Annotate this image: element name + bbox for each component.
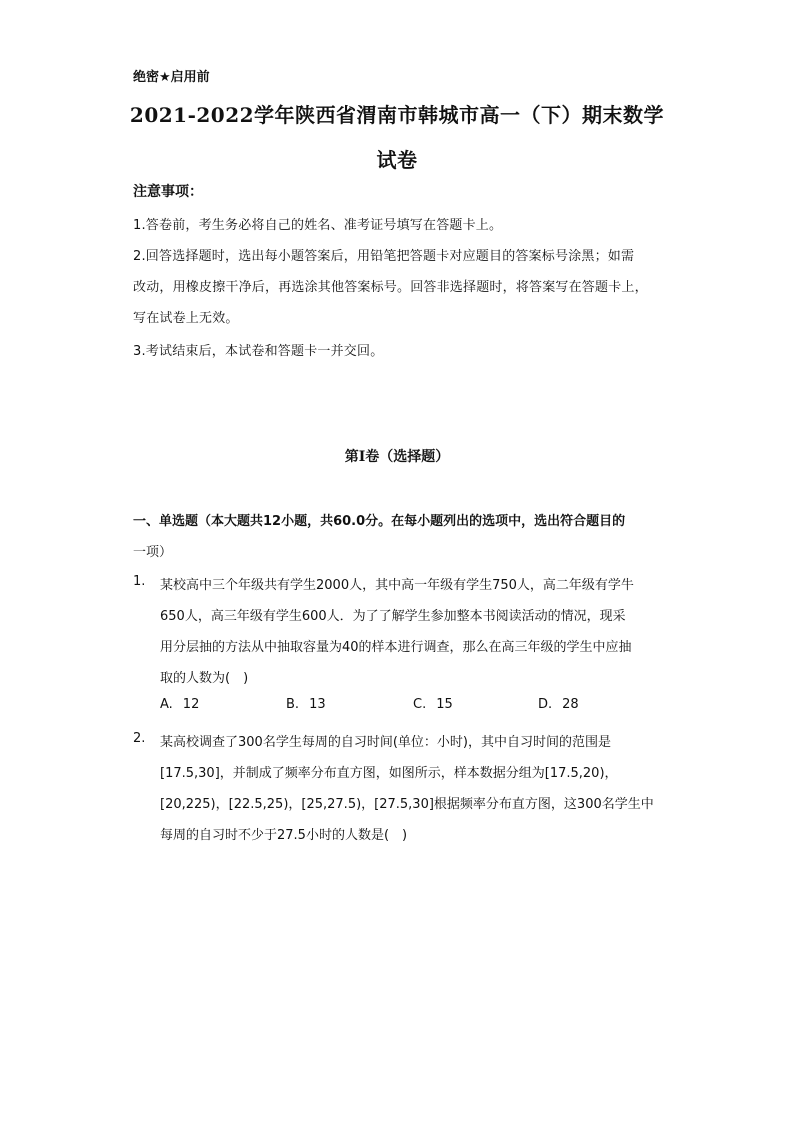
option-b	[286, 697, 326, 712]
option-value: 28	[562, 697, 579, 712]
question-text-line: 某高校调查了300名学生每周的自习时间(单位：小时)，其中自习时间的范围是	[160, 735, 611, 750]
option-value: 13	[309, 697, 326, 712]
section-heading-line-2: 一项）	[133, 545, 173, 560]
notice-line: 1.答卷前，考生务必将自己的姓名、准考证号填写在答题卡上。	[133, 218, 503, 233]
question-text-line: 取的人数为( )	[160, 671, 249, 686]
question-number: 1.	[133, 574, 146, 589]
question-text-line: 每周的自习时不少于27.5小时的人数是( )	[160, 828, 408, 843]
exam-title-line-2: 试卷	[376, 148, 418, 172]
option-c	[413, 697, 453, 712]
option-label: C.	[413, 697, 427, 712]
notice-line: 改动，用橡皮擦干净后，再选涂其他答案标号。回答非选择题时，将答案写在答题卡上，	[133, 280, 648, 295]
option-label: B.	[286, 697, 300, 712]
question-number: 2.	[133, 731, 146, 746]
option-value: 15	[436, 697, 453, 712]
question-text-line: 某校高中三个年级共有学生2000人，其中高一年级有学生750人，高二年级有学牛	[160, 578, 634, 593]
exam-title-line-1: 2021-2022学年陕西省渭南市韩城市高一（下）期末数学	[129, 103, 665, 127]
option-label: D.	[538, 697, 553, 712]
section-heading-line-1: 一、单选题（本大题共12小题，共60.0分。在每小题列出的选项中，选出符合题目的	[133, 514, 626, 529]
option-a	[160, 697, 199, 712]
notice-heading: 注意事项：	[133, 184, 203, 200]
notice-line: 写在试卷上无效。	[133, 311, 239, 326]
volume-title: 第Ⅰ卷（选择题）	[344, 449, 450, 465]
question-text-line: 650人，高三年级有学生600人．为了了解学生参加整本书阅读活动的情况，现采	[160, 609, 626, 624]
option-label: A.	[160, 697, 173, 712]
question-text-line: [17.5,30]，并制成了频率分布直方图，如图所示，样本数据分组为[17.5,20)，	[160, 766, 618, 781]
question-text-line: 用分层抽的方法从中抽取容量为40的样本进行调查，那么在高三年级的学生中应抽	[160, 640, 632, 655]
option-value: 12	[182, 697, 200, 712]
option-d	[538, 697, 579, 712]
notice-line: 2.回答选择题时，选出每小题答案后，用铅笔把答题卡对应题目的答案标号涂黑；如需	[133, 249, 635, 264]
notice-line: 3.考试结束后，本试卷和答题卡一并交回。	[133, 344, 384, 359]
secret-mark: 绝密★启用前	[133, 70, 210, 85]
question-text-line: [20,225)，[22.5,25)，[25,27.5)，[27.5,30]根据频率分布直方图，这300名学生中	[160, 797, 654, 812]
